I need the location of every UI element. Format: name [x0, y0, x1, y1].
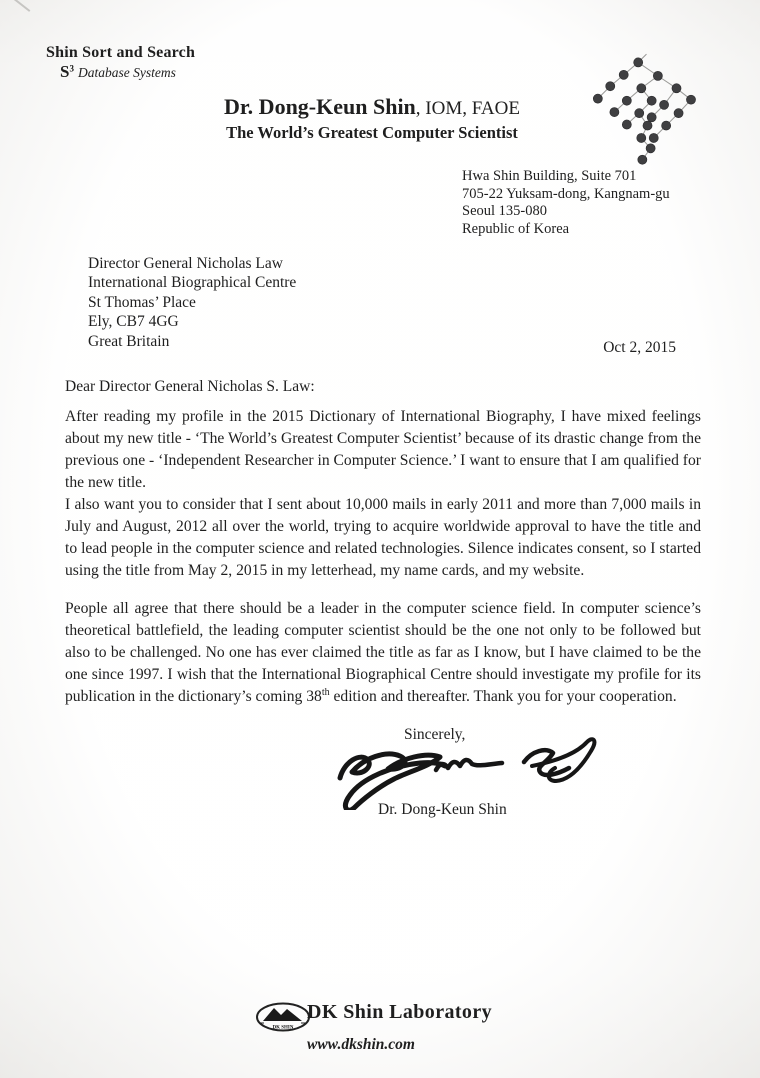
- recipient-address-block: [88, 254, 296, 351]
- division-name: [60, 62, 176, 82]
- doctor-credentials: , IOM, FAOE: [415, 98, 520, 119]
- binary-tree-logo-icon: [592, 50, 702, 168]
- lab-website: www.dkshin.com: [307, 1036, 415, 1053]
- doctor-name: Dr. Dong-Keun Shin: [224, 94, 416, 119]
- recipient-line: Director General Nicholas Law: [88, 255, 283, 272]
- division-rest: Database Systems: [77, 65, 176, 80]
- footer-logo-text: DK SHIN: [272, 1025, 294, 1031]
- letter-date: Oct 2, 2015: [603, 339, 676, 356]
- recipient-line: International Biographical Centre: [88, 274, 297, 292]
- scan-corner-mark: [14, 0, 31, 12]
- lab-name: DK Shin Laboratory: [307, 1001, 493, 1023]
- sender-address-line: 705-22 Yuksam-dong, Kangnam-gu: [462, 185, 670, 202]
- valediction: Sincerely,: [404, 726, 466, 743]
- paragraph-3-text: People all agree that there should be a leader in the computer science field. In computer science’s theoretical battlefield, the leading computer scientist should be the one not only to be followed but also to be challenged. No one has ever claimed the title as far as I know, but I have claimed to be the one since 1997. I wish that the International Biographical Centre should investigate my profile for its publication in the dictionary’s coming 38: [65, 600, 701, 706]
- recipient-line: St Thomas’ Place: [88, 293, 196, 311]
- sender-address-block: [462, 168, 670, 238]
- salutation: Dear Director General Nicholas S. Law:: [65, 378, 315, 395]
- doctor-tagline: The World’s Greatest Computer Scientist: [226, 123, 518, 142]
- paragraph-3-text-end: edition and thereafter. Thank you for your cooperation.: [329, 688, 677, 706]
- mountain-logo-icon: [254, 1000, 312, 1038]
- division-s: S: [60, 62, 70, 81]
- body-paragraph-2: I also want you to consider that I sent about 10,000 mails in early 2011 and more than 7,000 mails in July and August, 2012 all over the world, trying to acquire worldwide approval to have the title and to lead people in the computer science and related technologies. Silence indicates consent, so I started using the title from May 2, 2015 in my letterhead, my name cards, and my website.: [65, 496, 701, 580]
- body-paragraph-3: [65, 598, 701, 708]
- company-name: Shin Sort and Search: [46, 44, 196, 61]
- sender-address-line: Republic of Korea: [462, 220, 570, 237]
- handwritten-signature: [332, 736, 600, 810]
- recipient-line: Ely, CB7 4GG: [88, 313, 179, 331]
- recipient-line: Great Britain: [88, 332, 170, 350]
- signed-name: Dr. Dong-Keun Shin: [378, 801, 507, 818]
- division-superscript: 3: [69, 63, 74, 74]
- paragraph-3-superscript: th: [321, 687, 330, 699]
- body-paragraph-1: After reading my profile in the 2015 Dictionary of International Biography, I have mixed feelings about my new title - ‘The World’s Greatest Computer Scientist’ because of its drastic change from the previous one - ‘Independent Researcher in Computer Science.’ I want to ensure that I am qualified for the new title.: [65, 408, 701, 492]
- sender-address-line: Hwa Shin Building, Suite 701: [462, 168, 637, 184]
- sender-address-line: Seoul 135-080: [462, 203, 547, 220]
